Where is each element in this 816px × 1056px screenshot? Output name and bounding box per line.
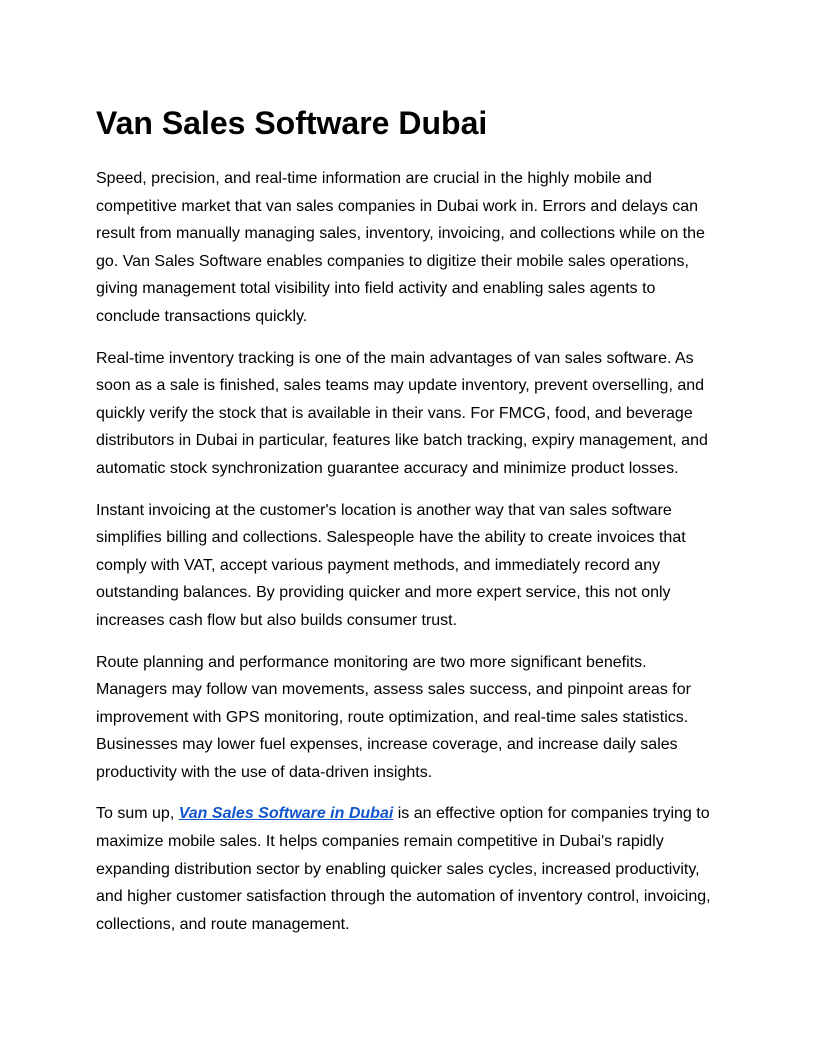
conclusion-lead-text: To sum up, xyxy=(96,805,179,823)
paragraph-invoicing: Instant invoicing at the customer's location is another way that van sales software simplifies billing and collections. Salespeople have the ability to create invoices that comply with VAT, accept various payment methods, and immediately record any outstanding balances. By providing quicker and more expert service, this not only increases cash flow but also builds consumer trust. xyxy=(96,501,686,629)
document-page xyxy=(96,103,720,952)
paragraph-conclusion xyxy=(96,800,720,938)
paragraph-intro: Speed, precision, and real-time information are crucial in the highly mobile and competitive market that van sales companies in Dubai work in. Errors and delays can result from manually managing sales, inventory, invoicing, and collections while on the go. Van Sales Software enables companies to digitize their mobile sales operations, giving management total visibility into field activity and enabling sales agents to conclude transactions quickly. xyxy=(96,170,705,325)
document-title: Van Sales Software Dubai xyxy=(96,105,488,141)
paragraph-route-planning: Route planning and performance monitoring are two more significant benefits. Managers may follow van movements, assess sales success, and pinpoint areas for improvement with GPS monitoring, route optimization, and real-time sales statistics. Businesses may lower fuel expenses, increase coverage, and increase daily sales productivity with the use of data-driven insights. xyxy=(96,653,691,781)
paragraph-inventory-tracking: Real-time inventory tracking is one of the main advantages of van sales software. As soon as a sale is finished, sales teams may update inventory, prevent overselling, and quickly verify the stock that is available in their vans. For FMCG, food, and beverage distributors in Dubai in particular, features like batch tracking, expiry management, and automatic stock synchronization guarantee accuracy and minimize product losses. xyxy=(96,349,708,477)
van-sales-software-link[interactable]: Van Sales Software in Dubai xyxy=(178,805,394,823)
conclusion-trailing-text: is an effective option for companies trying to maximize mobile sales. It helps companies remain competitive in Dubai's rapidly expanding distribution sector by enabling quicker sales cycles, increased productivity, and higher customer satisfaction through the automation of inventory control, invoicing, collections, and route management. xyxy=(96,805,711,933)
